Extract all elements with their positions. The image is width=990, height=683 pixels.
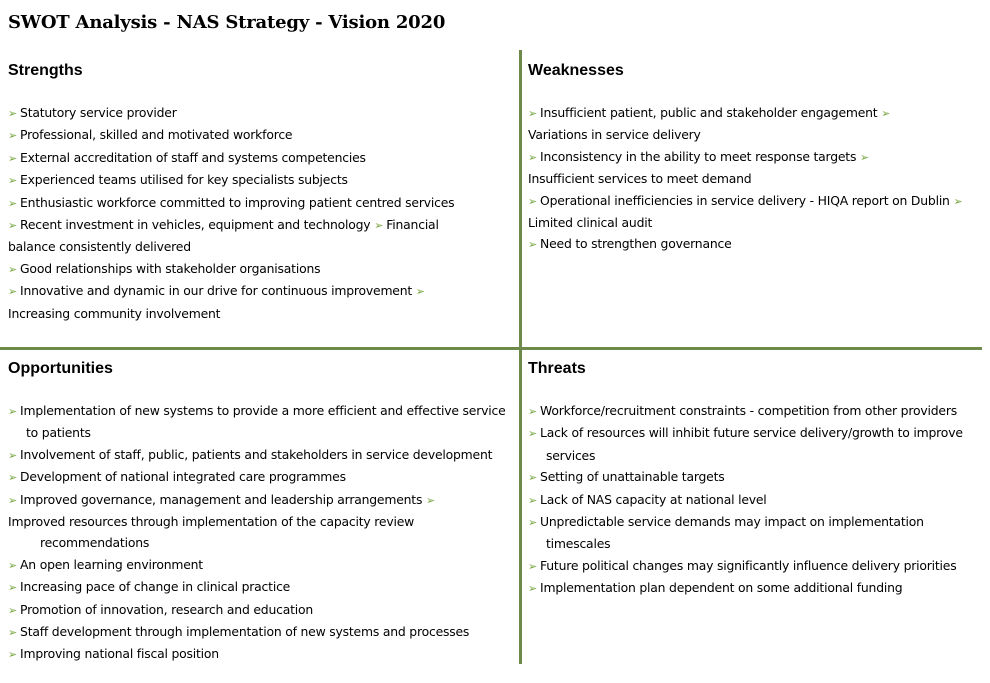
list-item: ➢ Enthusiastic workforce committed to improving patient centred services [8,194,455,210]
list-item: ➢ Inconsistency in the ability to meet response targets ➢ [528,148,869,164]
arrow-bullet-icon: ➢ [8,196,18,210]
strengths-list [8,102,508,324]
arrow-bullet-icon: ➢ [528,238,538,252]
list-item: ➢ Statutory service provider [8,105,177,120]
list-item: ➢ Good relationships with stakeholder organisations [8,260,321,276]
arrow-bullet-icon: ➢ [8,405,18,418]
list-item: ➢ Increasing pace of change in clinical practice [8,579,291,595]
arrow-bullet-icon: ➢ [8,648,18,662]
threats-quadrant [528,360,976,600]
list-item: ➢ Workforce/recruitment constraints - competition from other providers [528,403,957,418]
list-item: ➢ Setting of unattainable targets [528,469,725,485]
arrow-bullet-icon: ➢ [528,516,538,530]
list-item: ➢ Implementation of new systems to provide a more efficient and effective service [8,403,506,418]
list-item: ➢ External accreditation of staff and systems competencies [8,149,366,165]
list-item-continuation: Increasing community involvement [8,305,221,321]
arrow-bullet-icon: ➢ [528,107,538,120]
list-item: ➢ Improved governance, management and leadership arrangements ➢ [8,491,435,507]
list-item-continuation: Insufficient services to meet demand [528,171,752,187]
page-title: SWOT Analysis - NAS Strategy - Vision 2020 [8,12,446,33]
list-item-continuation: services [546,447,596,463]
arrow-bullet-icon: ➢ [953,194,963,208]
threats-heading: Threats [528,360,586,377]
list-item: ➢ Promotion of innovation, research and education [8,601,314,617]
opportunities-heading: Opportunities [8,360,113,377]
horizontal-divider [0,347,982,350]
list-item: ➢ Innovative and dynamic in our drive for continuous improvement ➢ [8,283,425,299]
list-item-continuation: Improved resources through implementation of the capacity review [8,514,415,530]
arrow-bullet-icon: ➢ [374,219,384,233]
list-item-continuation: Limited clinical audit [528,215,653,231]
list-item: ➢ Future political changes may significantly influence delivery priorities [528,557,957,573]
list-item: ➢ Professional, skilled and motivated workforce [8,127,293,143]
list-item: ➢ Improving national fiscal position [8,646,219,662]
arrow-bullet-icon: ➢ [8,129,18,143]
arrow-bullet-icon: ➢ [8,285,18,299]
vertical-divider [519,50,522,664]
list-item: ➢ Staff development through implementation of new systems and processes [8,624,470,640]
arrow-bullet-icon: ➢ [528,493,538,507]
list-item-continuation: recommendations [40,535,150,551]
arrow-bullet-icon: ➢ [528,427,538,441]
arrow-bullet-icon: ➢ [8,581,18,595]
weaknesses-heading: Weaknesses [528,62,624,79]
arrow-bullet-icon: ➢ [415,285,425,299]
arrow-bullet-icon: ➢ [8,107,18,120]
opportunities-list [8,400,518,666]
weaknesses-quadrant [528,62,976,256]
strengths-quadrant [8,62,508,324]
strengths-heading: Strengths [8,62,83,79]
list-item-continuation: to patients [26,425,91,441]
list-item: ➢ Insufficient patient, public and stakeholder engagement ➢ [528,105,891,120]
arrow-bullet-icon: ➢ [8,174,18,188]
arrow-bullet-icon: ➢ [528,559,538,573]
arrow-bullet-icon: ➢ [8,558,18,572]
list-item: ➢ Need to strengthen governance [528,236,732,252]
arrow-bullet-icon: ➢ [528,471,538,485]
list-item: ➢ Experienced teams utilised for key specialists subjects [8,172,348,188]
arrow-bullet-icon: ➢ [8,448,18,462]
list-item-continuation: Variations in service delivery [528,127,701,143]
arrow-bullet-icon: ➢ [528,150,538,164]
list-item: ➢ Lack of NAS capacity at national level [528,491,767,507]
arrow-bullet-icon: ➢ [8,151,18,165]
arrow-bullet-icon: ➢ [8,626,18,640]
arrow-bullet-icon: ➢ [528,582,538,596]
opportunities-quadrant [8,360,518,666]
arrow-bullet-icon: ➢ [8,219,18,233]
list-item-continuation: balance consistently delivered [8,239,191,255]
list-item: ➢ Lack of resources will inhibit future service delivery/growth to improve [528,425,963,441]
arrow-bullet-icon: ➢ [8,603,18,617]
list-item: ➢ Operational inefficiencies in service delivery - HIQA report on Dublin ➢ [528,192,963,208]
list-item: ➢ Involvement of staff, public, patients and stakeholders in service development [8,446,493,462]
list-item: ➢ Recent investment in vehicles, equipment and technology ➢ Financial [8,217,439,233]
arrow-bullet-icon: ➢ [881,107,891,120]
list-item: ➢ Unpredictable service demands may impact on implementation [528,514,924,530]
arrow-bullet-icon: ➢ [859,150,869,164]
arrow-bullet-icon: ➢ [8,471,18,485]
list-item: ➢ An open learning environment [8,556,203,572]
threats-list [528,400,976,600]
arrow-bullet-icon: ➢ [8,493,18,507]
weaknesses-list [528,102,976,256]
list-item: ➢ Development of national integrated care programmes [8,469,346,485]
arrow-bullet-icon: ➢ [8,262,18,276]
arrow-bullet-icon: ➢ [528,194,538,208]
arrow-bullet-icon: ➢ [425,493,435,507]
arrow-bullet-icon: ➢ [528,405,538,418]
list-item-continuation: timescales [546,536,611,552]
list-item: ➢ Implementation plan dependent on some additional funding [528,580,903,596]
